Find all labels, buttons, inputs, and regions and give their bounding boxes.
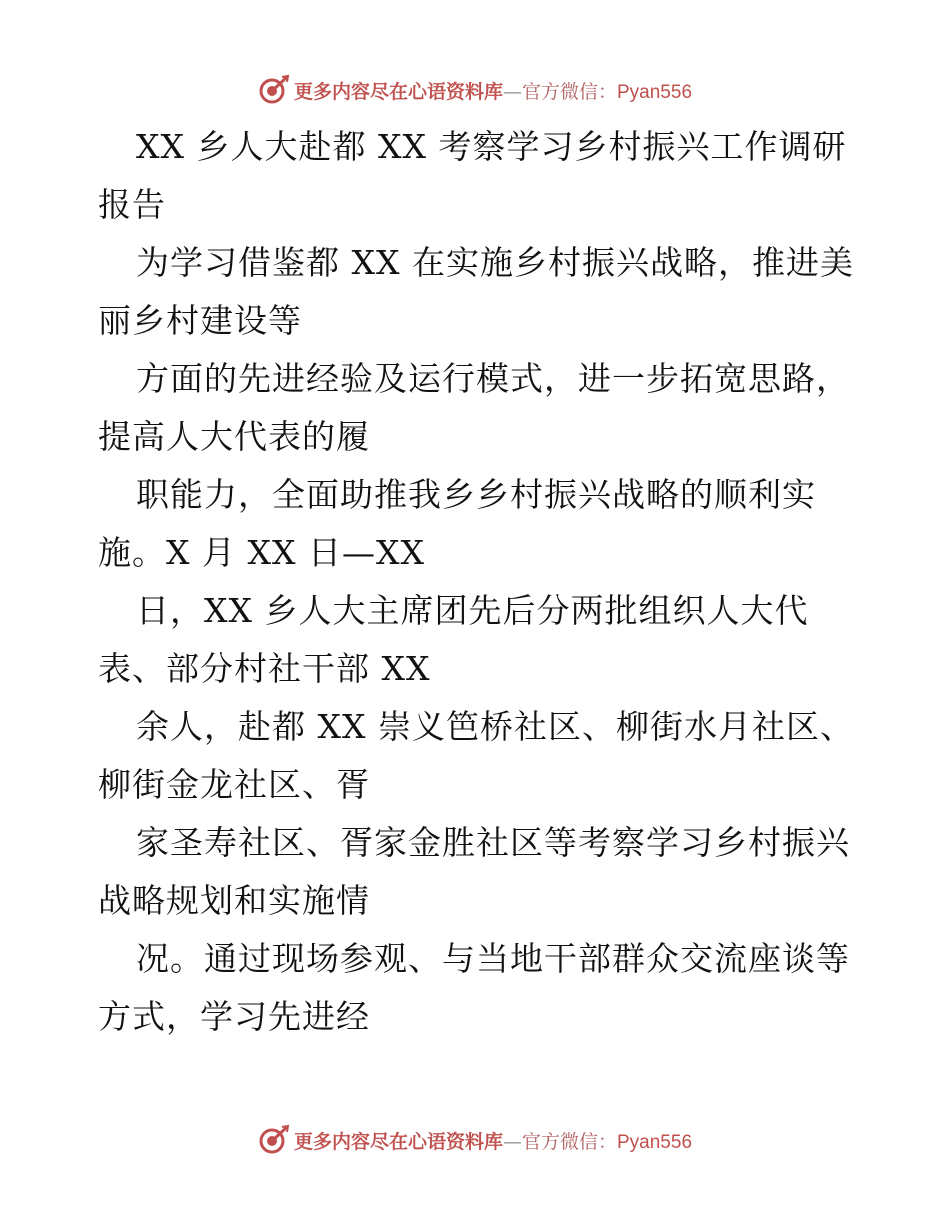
doc-line-8: 施。X 月 XX 日—XX: [98, 533, 425, 572]
doc-line-4: 丽乡村建设等: [98, 301, 302, 340]
doc-line-5: 方面的先进经验及运行模式，进一步拓宽思路，: [136, 359, 850, 398]
doc-line-11: 余人，赴都 XX 崇义笆桥社区、柳街水月社区、: [136, 707, 854, 746]
watermark-label: 官方微信：: [521, 1130, 617, 1153]
footer-watermark: [0, 1120, 950, 1160]
watermark-text: [294, 77, 692, 104]
doc-line-15: 况。通过现场参观、与当地干部群众交流座谈等: [136, 939, 850, 978]
doc-line-7: 职能力，全面助推我乡乡村振兴战略的顺利实: [136, 475, 816, 514]
watermark-text: [294, 1127, 692, 1154]
library-logo-icon: [258, 74, 290, 106]
doc-line-1: XX 乡人大赴都 XX 考察学习乡村振兴工作调研: [136, 127, 847, 166]
doc-line-10: 表、部分村社干部 XX: [98, 649, 431, 688]
doc-line-13: 家圣寿社区、胥家金胜社区等考察学习乡村振兴: [136, 823, 850, 862]
doc-line-2: 报告: [98, 185, 166, 224]
doc-line-14: 战略规划和实施情: [98, 881, 370, 920]
header-watermark: [0, 70, 950, 110]
watermark-brand: 更多内容尽在心语资料库: [293, 1130, 503, 1153]
doc-line-16: 方式，学习先进经: [98, 997, 370, 1036]
watermark-handle: Pyan556: [617, 1131, 693, 1153]
watermark-label: 官方微信：: [521, 80, 617, 103]
doc-line-9: 日，XX 乡人大主席团先后分两批组织人大代: [136, 591, 809, 630]
watermark-dash: —: [502, 1130, 522, 1153]
library-logo-icon: [258, 1124, 290, 1156]
doc-line-12: 柳街金龙社区、胥: [98, 765, 370, 804]
watermark-dash: —: [502, 80, 522, 103]
watermark-handle: Pyan556: [617, 81, 693, 103]
watermark-brand: 更多内容尽在心语资料库: [293, 80, 503, 103]
doc-line-3: 为学习借鉴都 XX 在实施乡村振兴战略，推进美: [136, 243, 854, 282]
document-body: [98, 118, 858, 1046]
doc-line-6: 提高人大代表的履: [98, 417, 370, 456]
